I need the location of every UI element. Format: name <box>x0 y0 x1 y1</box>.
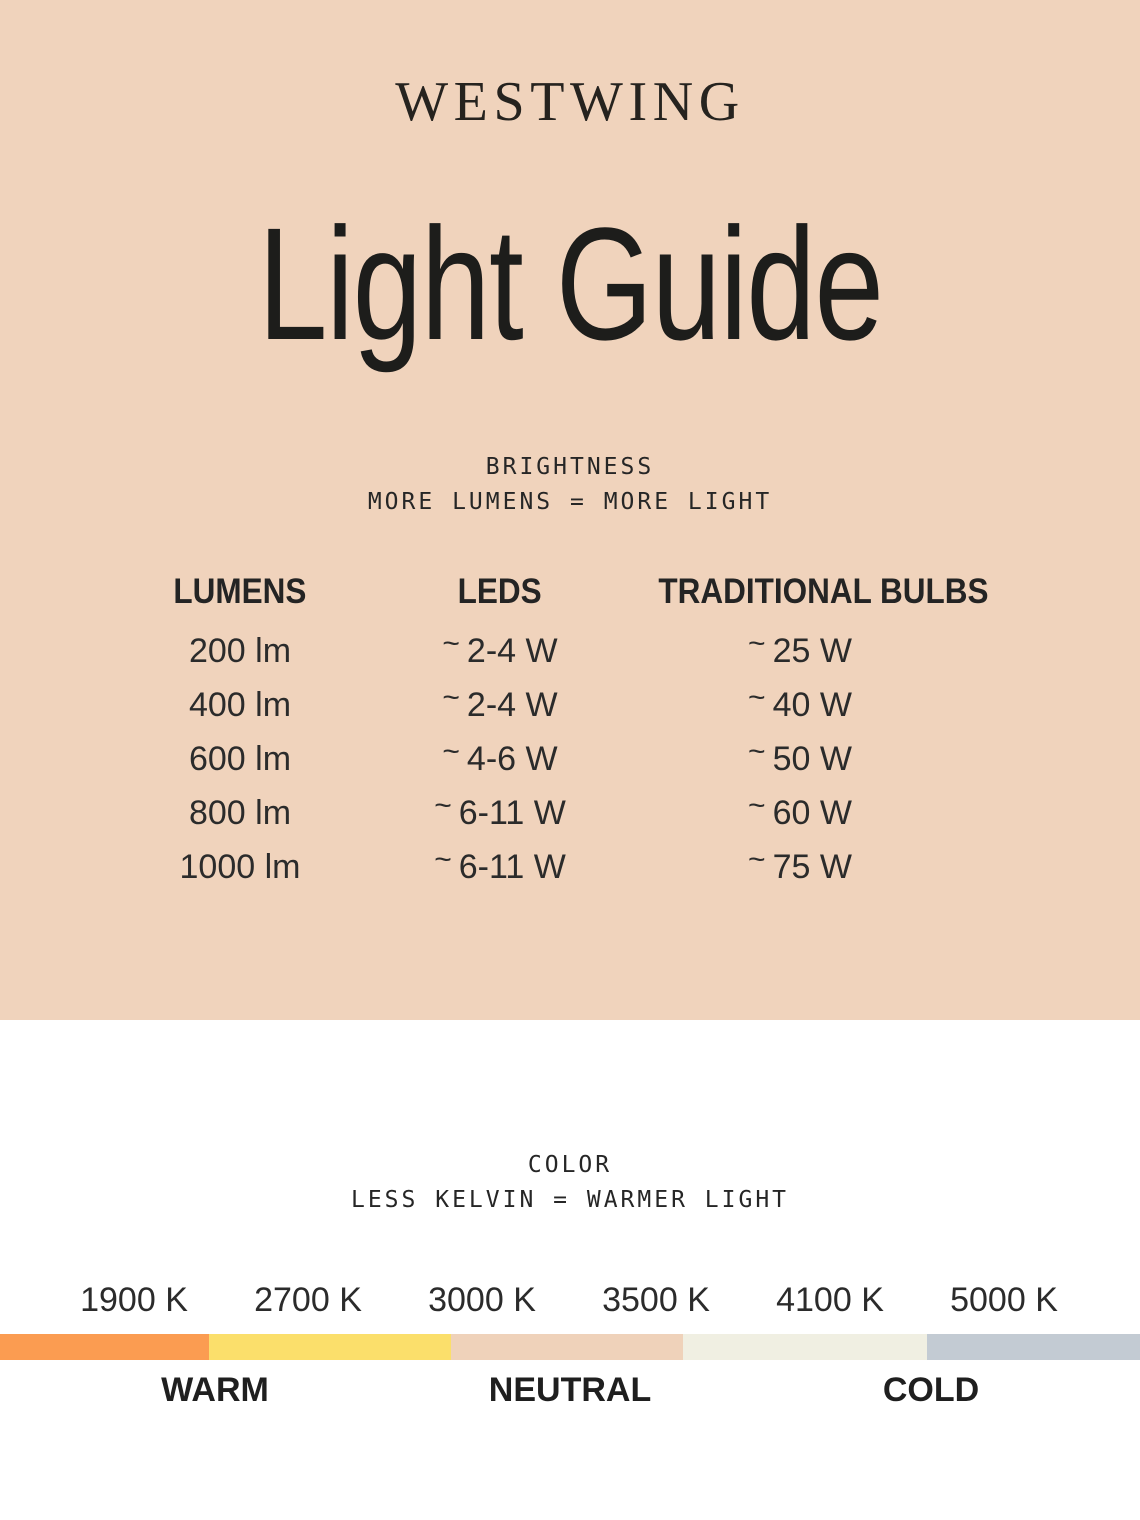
approx-tilde: ~ <box>434 788 452 822</box>
warm-orange-segment <box>0 1334 209 1360</box>
cell-lumens: 600 lm <box>188 739 292 778</box>
approx-tilde: ~ <box>748 680 766 714</box>
column-header-lumens: LUMENS <box>173 572 307 611</box>
column-header-traditional-bulbs: TRADITIONAL BULBS <box>658 572 989 611</box>
temperature-labels-row <box>0 1370 1140 1412</box>
kelvin-label: 3000 K <box>428 1281 536 1319</box>
approx-tilde: ~ <box>748 788 766 822</box>
color-subheading: LESS KELVIN = WARMER LIGHT <box>350 1187 790 1213</box>
approx-tilde: ~ <box>442 626 460 660</box>
cell-leds: ~ 6-11 W <box>434 842 566 886</box>
cell-leds: ~ 6-11 W <box>434 788 566 832</box>
kelvin-label: 1900 K <box>80 1281 188 1319</box>
approx-tilde: ~ <box>748 842 766 876</box>
approx-tilde: ~ <box>442 680 460 714</box>
color-heading: COLOR <box>527 1152 613 1178</box>
cold-gray-blue-segment <box>927 1334 1140 1360</box>
page-title-text: Light Guide <box>257 194 883 373</box>
approx-tilde: ~ <box>442 734 460 768</box>
kelvin-label: 4100 K <box>776 1281 884 1319</box>
kelvin-labels-row <box>47 1280 1091 1320</box>
cell-leds: ~ 4-6 W <box>442 734 558 778</box>
lumens-table <box>120 560 989 894</box>
kelvin-color-scale <box>0 1334 1140 1360</box>
brightness-heading: BRIGHTNESS <box>485 454 655 480</box>
cell-lumens: 800 lm <box>188 793 292 832</box>
lumens-table-row <box>120 840 960 894</box>
lumens-table-body <box>120 624 960 894</box>
brightness-subheading: MORE LUMENS = MORE LIGHT <box>367 489 773 515</box>
approx-tilde: ~ <box>748 626 766 660</box>
cell-traditional: ~ 60 W <box>748 788 852 832</box>
cell-traditional: ~ 40 W <box>748 680 852 724</box>
temperature-label-cold: COLD <box>882 1371 980 1409</box>
temperature-label-warm: WARM <box>161 1371 269 1409</box>
approx-tilde: ~ <box>748 734 766 768</box>
cell-lumens: 400 lm <box>188 685 292 724</box>
lumens-table-row <box>120 624 960 678</box>
warm-yellow-segment <box>209 1334 451 1360</box>
temperature-label-neutral: NEUTRAL <box>488 1371 652 1409</box>
brightness-intro <box>0 450 1140 520</box>
cell-leds: ~ 2-4 W <box>442 626 558 670</box>
page-title <box>0 196 1140 372</box>
cell-traditional: ~ 75 W <box>748 842 852 886</box>
neutral-cream-segment <box>683 1334 927 1360</box>
cell-traditional: ~ 50 W <box>748 734 852 778</box>
cell-leds: ~ 2-4 W <box>442 680 558 724</box>
kelvin-label: 2700 K <box>254 1281 362 1319</box>
lumens-table-header <box>120 560 989 624</box>
color-intro <box>0 1148 1140 1218</box>
lumens-table-row <box>120 678 960 732</box>
column-header-leds: LEDS <box>457 572 543 611</box>
lumens-table-row <box>120 732 960 786</box>
neutral-beige-segment <box>451 1334 683 1360</box>
cell-lumens: 1000 lm <box>179 847 301 886</box>
approx-tilde: ~ <box>434 842 452 876</box>
kelvin-label: 5000 K <box>950 1281 1058 1319</box>
lumens-table-row <box>120 786 960 840</box>
kelvin-label: 3500 K <box>602 1281 710 1319</box>
westwing-logo: WESTWING <box>395 71 745 133</box>
cell-lumens: 200 lm <box>188 631 292 670</box>
cell-traditional: ~ 25 W <box>748 626 852 670</box>
